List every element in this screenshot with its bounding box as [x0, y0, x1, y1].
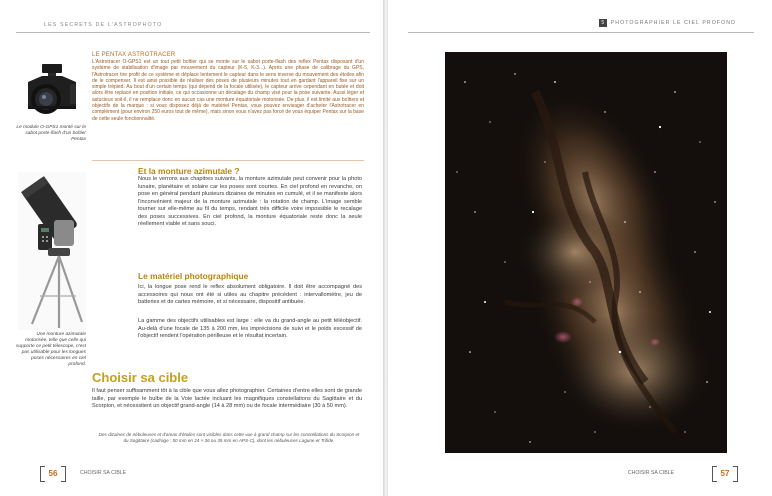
materiel-heading: Le matériel photographique	[138, 271, 249, 281]
telescope-illustration	[18, 172, 86, 330]
monture-body: Nous le verrons aux chapitres suivants, la monture azimutale peut convenir pour la photo lunaire, planétaire et solaire car les poses sont courtes. En ciel profond en revanche, on pose en général pendant plusieurs dizaines de minutes en cumulé, et il se manifeste alors l'inconvénient majeur de la monture azimutale : la rotation de champ. L'image semble tourner sur elle-même au fil du temps, rendant très difficile voire impossible le recalage des poses successives. En ciel profond, la monture équatoriale reste donc la seule réellement viable et sans souci.	[138, 176, 362, 227]
lagoon-nebula	[554, 331, 572, 343]
chapter-number-badge: 5	[599, 19, 607, 27]
milky-way-photo	[445, 52, 727, 453]
gps-module	[42, 64, 62, 73]
header-rule	[408, 32, 754, 33]
choisir-body: Il faut penser suffisamment tôt à la cible que vous allez photographier. Certaines d'entre elles sont de grande taille, par exemple le bulbe de la Voie lactée incluant les magnifiques constellations du Sagittaire et du Scorpion, et nécessitent un objectif grand-angle (14 à 28 mm) ou de focale intermédiaire (30 à 50 mm).	[92, 388, 362, 409]
astrotracer-body: L'Astrotracer O-GPS1 est un tout petit boîtier qui se monte sur le sabot porte-flash des reflex Pentax disposant d'un système de stabilisation d'image par mouvement du capteur (K-5, K-3...). Après une phase de calibrage du GPS, l'Astrotracer tire profit de ce système et déplace lentement le capteur dans le sens inverse du mouvement des étoiles afin de le compenser. Il est ainsi possible de réaliser des poses de plusieurs minutes tout en gardant l'appareil fixe sur un simple trépied. Au bout d'un certain temps (qui dépend de la focale utilisée), le capteur arrive cependant en butée et doit alors être replacé en position initiale, ce qui occasionne un décalage du champ visé pour la pose suivante. Aussi léger et astucieux soit-il, il ne remplace donc en aucun cas une monture équatoriale motorisée. De plus, il est limité aux boîtiers et objectifs de la marque : si vous disposez déjà de matériel Pentax, vous pouvez envisager d'acheter l'Astrotracer en complément (pour environ 250 euros tout de même), mais sinon vous n'avez pas forcé de vous équiper Pentax sur la base de cette seule fonctionnalité.	[92, 59, 364, 122]
choisir-heading: Choisir sa cible	[92, 370, 189, 385]
camera-caption: Le module O-GPS1 monté sur le sabot porte-flash d'un boîtier Pentax	[16, 125, 86, 142]
header-rule	[16, 32, 370, 33]
camera-illustration	[22, 62, 82, 120]
telescope-caption: Une monture azimutale motorisée, telle que celle qui supporte ce petit télescope, n'est pas utilisable pour les longues poses nécessaires en ciel profond.	[16, 332, 86, 367]
page-number-right: 57	[712, 466, 738, 480]
right-page	[388, 0, 772, 496]
page-number-left: 56	[40, 466, 66, 480]
footer-label-left: CHOISIR SA CIBLE	[80, 470, 127, 476]
mount-arm	[54, 220, 74, 246]
running-header-right-text: PHOTOGRAPHIER LE CIEL PROFOND	[610, 20, 736, 26]
astrotracer-title: LE PENTAX ASTROTRACER	[92, 52, 176, 58]
footer-label-right: CHOISIR SA CIBLE	[627, 470, 674, 476]
materiel-body-1: Ici, la longue pose rend le reflex absolument obligatoire. Il doit être accompagné des accessoires qui nous ont été si utiles au chapitre précédent : intervallomètre, jeu de batteries et de cartes mémoire, et si nécessaire, dispositif antibuée.	[138, 284, 362, 305]
footer-left	[40, 466, 126, 480]
left-page	[0, 0, 384, 496]
hand-controller	[38, 224, 52, 250]
trifid-nebula	[571, 297, 583, 307]
photo-caption: Des dizaines de nébuleuses et d'amas d'étoiles sont visibles dans cette vue à grand champ sur les constellations du Scorpion et du Sagittaire (cadrage : 50 mm en 24 × 36 ou 35 mm en APS-C), dont les nébuleuses Lagune et Trifide.	[98, 432, 360, 443]
running-header-left: LES SECRETS DE L'ASTROPHOTO	[44, 22, 163, 28]
running-header-right	[599, 19, 736, 27]
milky-way-image	[445, 52, 727, 453]
monture-heading: Et la monture azimutale ?	[138, 166, 240, 176]
sidebar-rule	[92, 160, 364, 161]
materiel-body-2: La gamme des objectifs utilisables est large : elle va du grand-angle au petit téléobjectif. Au-delà d'une focale de 135 à 200 mm, les imprécisions de suivi et le poids excessif de l'objectif rendent l'opération périlleuse et le résultat incertain.	[138, 318, 362, 339]
footer-right	[628, 466, 738, 480]
